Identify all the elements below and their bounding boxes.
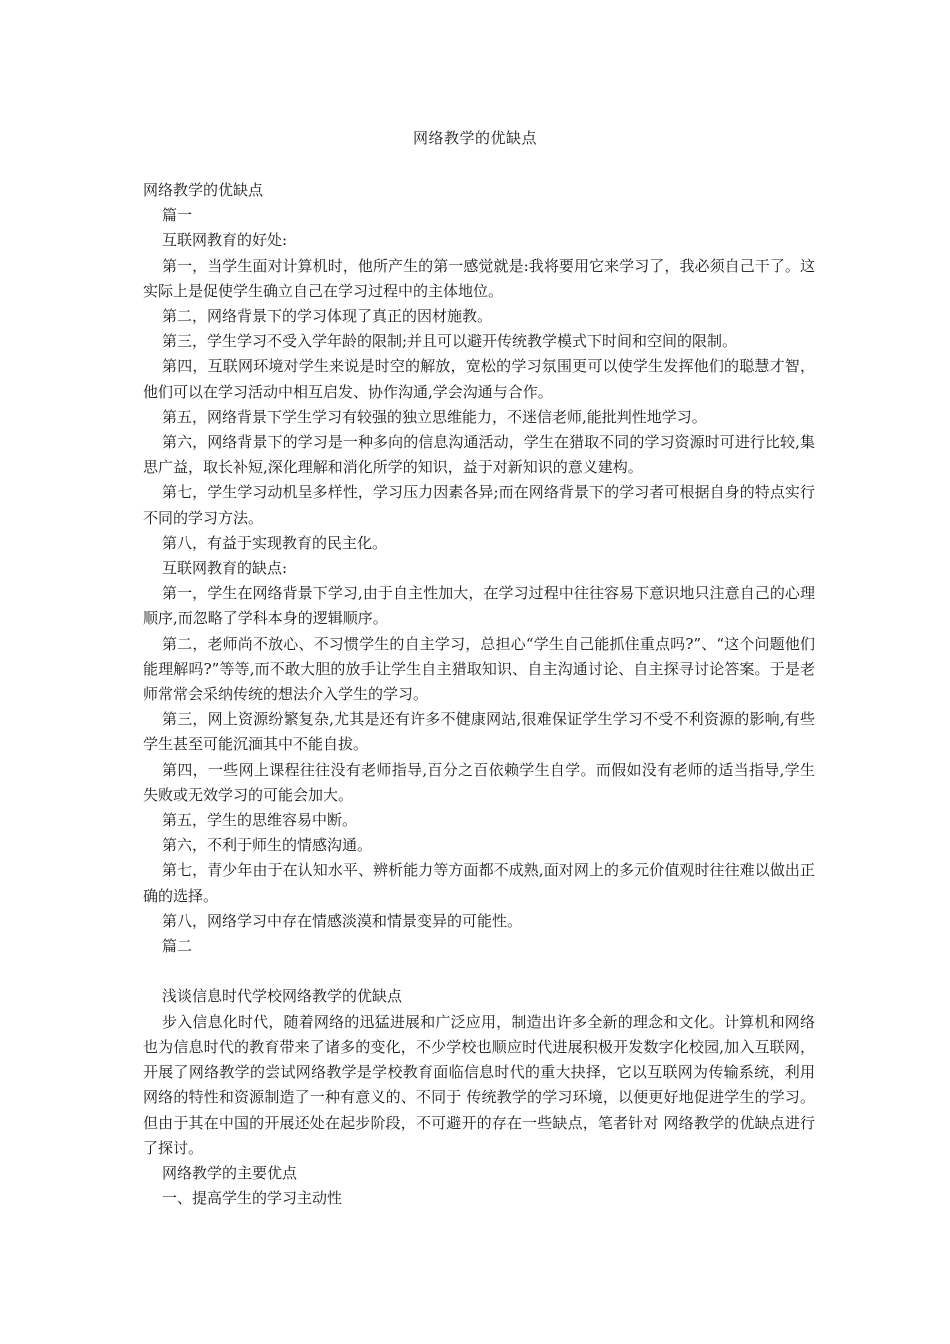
- pros-item: 第四，互联网环境对学生来说是时空的解放，宽松的学习氛围更可以使学生发挥他们的聪慧才智，他们可以在学习活动中相互启发、协作沟通,学会沟通与合作。: [143, 357, 815, 401]
- document-heading: 网络教学的优缺点: [143, 181, 264, 199]
- pros-header: 互联网教育的好处:: [162, 231, 288, 250]
- document-title: 网络教学的优缺点: [412, 129, 537, 147]
- section-title: 网络教学的主要优点: [162, 1163, 298, 1182]
- part-one-label: 篇一: [162, 206, 193, 225]
- part-two-label: 篇二: [162, 937, 193, 956]
- cons-item: 第五，学生的思维容易中断。: [162, 811, 358, 830]
- cons-item: 第一，学生在网络背景下学习,由于自主性加大，在学习过程中往往容易下意识地只注意自己的心理顺序,而忽略了学科本身的逻辑顺序。: [143, 584, 815, 628]
- cons-item: 第四，一些网上课程往往没有老师指导,百分之百依赖学生自学。而假如没有老师的适当指导,学生失败或无效学习的可能会加大。: [143, 760, 815, 804]
- cons-item: 第二，老师尚不放心、不习惯学生的自主学习，总担心“学生自己能抓住重点吗?”、“这个问题他们能理解吗?”等等,而不敢大胆的放手让学生自主猎取知识、自主沟通讨论、自主探寻讨论答案。于是老师常常会采纳传统的想法介入学生的学习。: [143, 634, 815, 704]
- cons-item: 第六，不利于师生的情感沟通。: [162, 836, 373, 855]
- pros-item: 第五，网络背景下学生学习有较强的独立思维能力，不迷信老师,能批判性地学习。: [162, 407, 707, 426]
- cons-header: 互联网教育的缺点:: [162, 559, 288, 578]
- pros-item: 第六，网络背景下的学习是一种多向的信息沟通活动，学生在猎取不同的学习资源时可进行比较,集思广益，取长补短,深化理解和消化所学的知识，益于对新知识的意义建构。: [143, 433, 815, 477]
- pros-item: 第八，有益于实现教育的民主化。: [162, 533, 388, 552]
- pros-item: 第一，当学生面对计算机时，他所产生的第一感觉就是:我将要用它来学习了，我必须自己干了。这实际上是促使学生确立自己在学习过程中的主体地位。: [143, 256, 815, 300]
- cons-item: 第七，青少年由于在认知水平、辨析能力等方面都不成熟,面对网上的多元价值观时往往难以做出正确的选择。: [143, 861, 815, 905]
- document-body: [143, 178, 815, 1211]
- article-title: 浅谈信息时代学校网络教学的优缺点: [162, 987, 403, 1006]
- subsection-title: 一、提高学生的学习主动性: [162, 1189, 343, 1208]
- blank-line: [143, 959, 815, 984]
- pros-item: 第三，学生学习不受入学年龄的限制;并且可以避开传统教学模式下时间和空间的限制。: [162, 332, 738, 351]
- pros-item: 第二，网络背景下的学习体现了真正的因材施教。: [162, 307, 493, 326]
- cons-item: 第三，网上资源纷繁复杂,尤其是还有许多不健康网站,很难保证学生学习不受不利资源的影响,有些学生甚至可能沉湎其中不能自拔。: [143, 710, 815, 754]
- intro-paragraph: 步入信息化时代，随着网络的迅猛进展和广泛应用，制造出许多全新的理念和文化。计算机和网络也为信息时代的教育带来了诸多的变化，不少学校也顺应时代进展积极开发数字化校园,加入互联网，开展了网络教学的尝试网络教学是学校教育面临信息时代的重大抉择，它以互联网为传输系统，利用网络的特性和资源制造了一种有意义的、不同于 传统教学的学习环境，以便更好地促进学生的学习。但由于其在中国的开展还处在起步阶段，不可避开的存在一些缺点，笔者针对 网络教学的优缺点进行了探讨。: [143, 1012, 815, 1157]
- pros-item: 第七，学生学习动机呈多样性，学习压力因素各异;而在网络背景下的学习者可根据自身的特点实行不同的学习方法。: [143, 483, 815, 527]
- cons-item: 第八，网络学习中存在情感淡漠和情景变异的可能性。: [162, 911, 523, 930]
